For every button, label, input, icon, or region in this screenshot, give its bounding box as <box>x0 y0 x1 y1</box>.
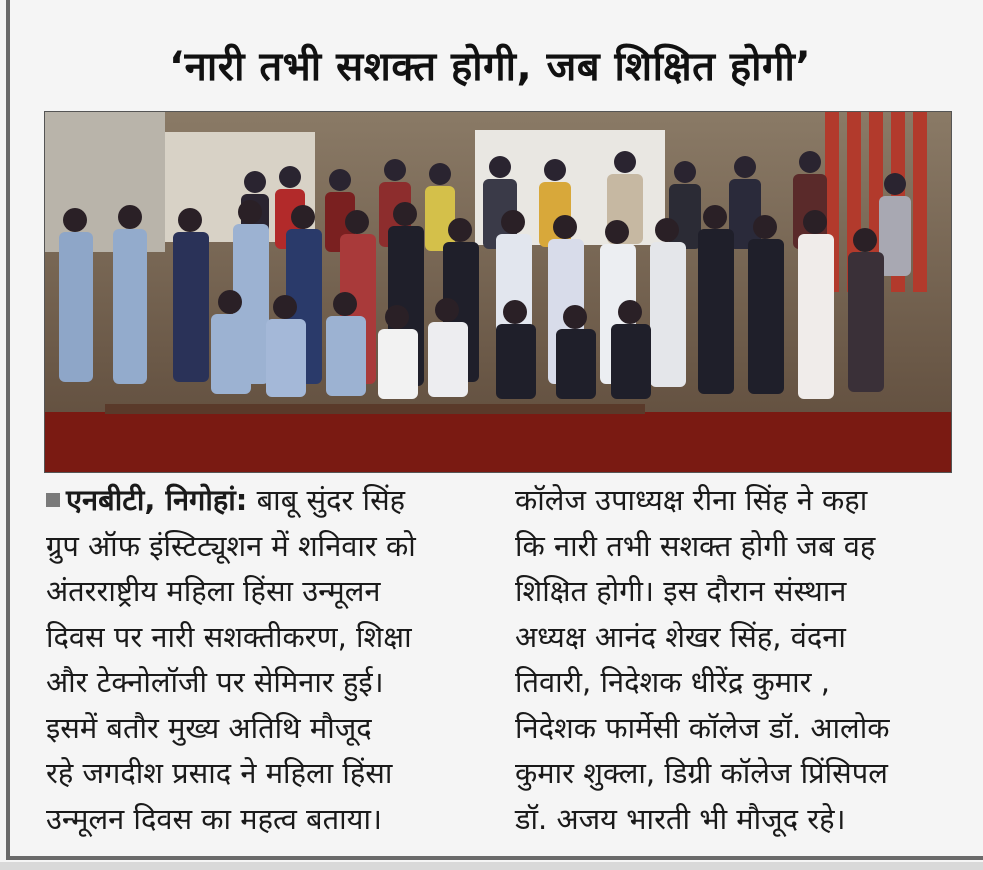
dateline: एनबीटी, निगोहां: <box>66 483 248 517</box>
bullet-square-icon <box>46 493 60 507</box>
article-line: और टेक्नोलॉजी पर सेमिनार हुई। <box>46 665 384 699</box>
article-lead-line <box>46 478 486 524</box>
page-bottom-margin <box>0 862 983 870</box>
article-line: रहे जगदीश प्रसाद ने महिला हिंसा <box>46 756 393 790</box>
article-line: अध्यक्ष आनंद शेखर सिंह, वंदना <box>515 619 846 654</box>
article-line: शिक्षित होगी। इस दौरान संस्थान <box>515 574 847 608</box>
article-line: इसमें बतौर मुख्य अतिथि मौजूद <box>46 710 372 745</box>
article-line: कुमार शुक्ला, डिग्री कॉलेज प्रिंसिपल <box>515 756 888 790</box>
article-line: कॉलेज उपाध्यक्ष रीना सिंह ने कहा <box>515 483 868 517</box>
article-line: कि नारी तभी सशक्त होगी जब वह <box>515 528 876 563</box>
left-border-rule <box>6 0 10 860</box>
group-photo-illustration <box>45 112 951 472</box>
bottom-border-rule <box>6 856 983 860</box>
article-line: अंतरराष्ट्रीय महिला हिंसा उन्मूलन <box>46 574 381 608</box>
group-photo <box>44 111 952 473</box>
headline: ‘नारी तभी सशक्त होगी, जब शिक्षित होगी’ <box>168 44 812 90</box>
article-line: डॉ. अजय भारती भी मौजूद रहे। <box>515 801 846 836</box>
article-line: ग्रुप ऑफ इंस्टिट्यूशन में शनिवार को <box>46 528 416 563</box>
article-line: दिवस पर नारी सशक्तीकरण, शिक्षा <box>46 619 412 654</box>
article-line: निदेशक फार्मेसी कॉलेज डॉ. आलोक <box>515 710 890 745</box>
article-column-2 <box>515 478 960 842</box>
article-column-1 <box>46 478 486 842</box>
article-line: बाबू सुंदर सिंह <box>256 483 406 517</box>
article-line: उन्मूलन दिवस का महत्व बताया। <box>46 801 382 836</box>
article-line: तिवारी, निदेशक धीरेंद्र कुमार , <box>515 665 830 699</box>
